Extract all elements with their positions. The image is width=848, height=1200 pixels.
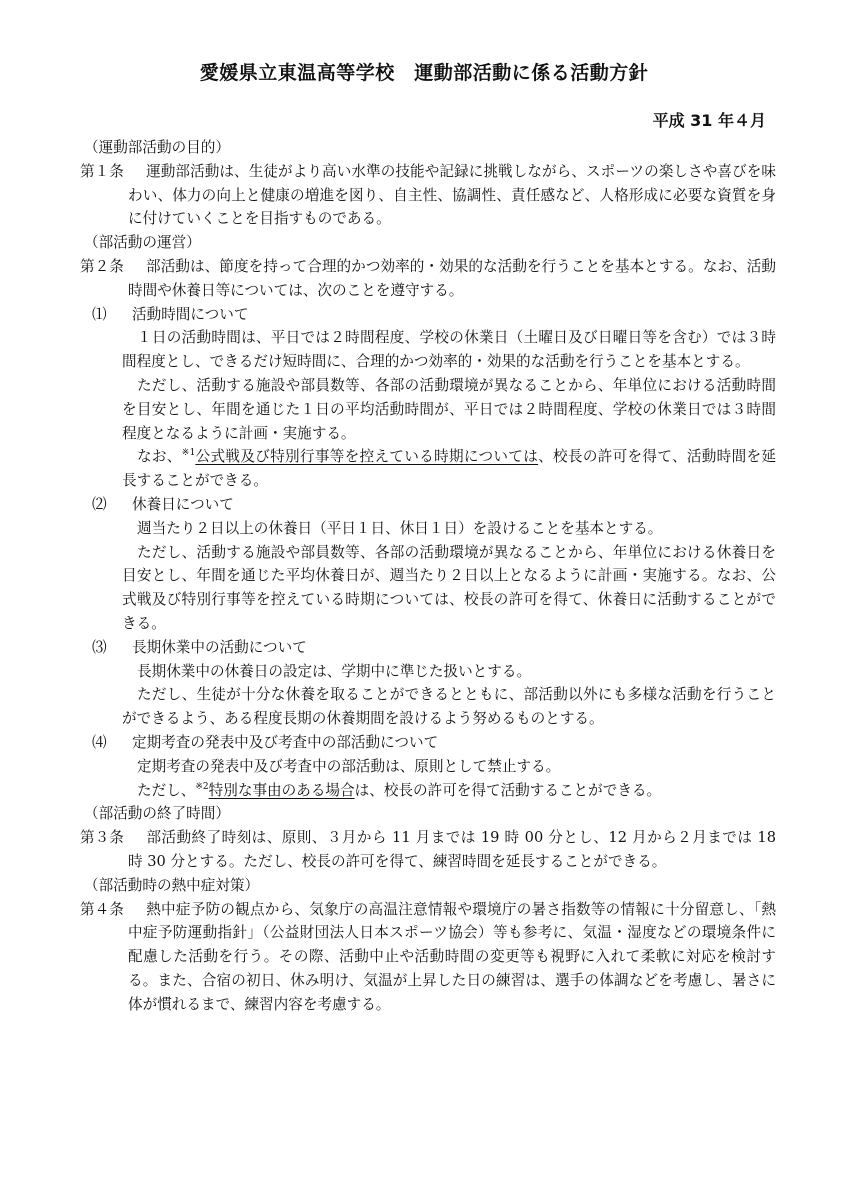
paragraph: 定期考査の発表中及び考査中の部活動は、原則として禁止する。 <box>137 757 561 775</box>
section-heading-heatstroke: （部活動時の熱中症対策） <box>84 876 260 894</box>
item-title: 長期休業中の活動について <box>132 638 307 656</box>
paragraph: ただし、活動する施設や部員数等、各部の活動環境が異なることから、年単位における休養日を目安とし、年間を通じた平均休養日が、週当たり２日以上となるように計画・実施する。なお、公式戦及び特別行事等を控えている時期については、校長の許可を得て、休養日に活動することができる。 <box>122 543 776 632</box>
article-2 <box>80 255 776 303</box>
paragraph: ただし、活動する施設や部員数等、各部の活動環境が異なることから、年単位における活動時間を目安とし、年間を通じた１日の平均活動時間が、平日では２時間程度、学校の休業日では３時間程度となるように計画・実施する。 <box>122 376 776 442</box>
document-date: 平成 31 年４月 <box>652 111 766 130</box>
underlined-text: 公式戦及び特別行事等を控えている時期については <box>195 448 539 466</box>
footnote-marker: ※1 <box>181 448 196 459</box>
item-activity-time <box>80 303 776 327</box>
item-rest-days <box>80 493 776 517</box>
item-title: 活動時間について <box>132 305 249 323</box>
item-number: ⑵ <box>92 495 107 513</box>
article-text: 部活動は、節度を持って合理的かつ効率的・効果的な活動を行うことを基本とする。なお、活動時間や休養日等については、次のことを遵守する。 <box>128 257 776 299</box>
paragraph: 長期休業中の休養日の設定は、学期中に準じた扱いとする。 <box>137 662 532 680</box>
article-4 <box>80 898 776 1017</box>
article-text: 運動部活動は、生徒がより高い水準の技能や記録に挑戦しながら、スポーツの楽しさや喜びを味わい、体力の向上と健康の増進を図り、自主性、協調性、責任感など、人格形成に必要な資質を身に付けていくことを目指すものである。 <box>128 162 776 228</box>
item-number: ⑷ <box>92 733 107 751</box>
text-fragment: は、校長の許可を得て活動することができる。 <box>354 781 662 799</box>
document-body <box>80 136 776 1016</box>
underlined-text: 特別な事由のある場合 <box>208 781 355 799</box>
article-label: 第２条 <box>80 257 124 275</box>
item-exam-period <box>80 731 776 755</box>
article-1 <box>80 160 776 231</box>
article-label: 第３条 <box>80 829 124 847</box>
text-fragment: なお、 <box>137 448 182 466</box>
paragraph <box>80 779 776 803</box>
item-title: 定期考査の発表中及び考査中の部活動について <box>132 733 439 751</box>
section-heading-end-time: （部活動の終了時間） <box>84 805 230 823</box>
paragraph: ただし、生徒が十分な休養を取ることができるとともに、部活動以外にも多様な活動を行うことができるよう、ある程度長期の休養期間を設けるよう努めるものとする。 <box>122 686 776 728</box>
article-text: 部活動終了時刻は、原則、３月から 11 月までは 19 時 00 分とし、12 月から２月までは 18 時 30 分とする。ただし、校長の許可を得て、練習時間を延長することができる。 <box>128 829 776 870</box>
article-3 <box>80 826 776 874</box>
article-text: 熱中症予防の観点から、気象庁の高温注意情報や環境庁の暑さ指数等の情報に十分留意し、「熱中症予防運動指針」（公益財団法人日本スポーツ協会）等も参考に、気温・湿度などの環境条件に配慮した活動を行う。その際、活動中止や活動時間の変更等も視野に入れて柔軟に対応を検討する。また、合宿の初日、休み明け、気温が上昇した日の練習は、選手の体調などを考慮し、暑さに体が慣れるまで、練習内容を考慮する。 <box>128 900 776 1013</box>
paragraph <box>80 445 776 493</box>
paragraph: １日の活動時間は、平日では２時間程度、学校の休業日（土曜日及び日曜日等を含む）では３時間程度とし、できるだけ短時間に、合理的かつ効率的・効果的な活動を行うことを基本とする。 <box>122 329 776 371</box>
section-heading-operation: （部活動の運営） <box>84 234 201 252</box>
section-heading-purpose: （運動部活動の目的） <box>84 139 230 156</box>
article-label: 第１条 <box>80 162 124 180</box>
item-number: ⑶ <box>92 638 107 656</box>
article-label: 第４条 <box>80 900 124 918</box>
item-long-vacation <box>80 636 776 660</box>
paragraph: 週当たり２日以上の休養日（平日１日、休日１日）を設けることを基本とする。 <box>137 519 663 537</box>
item-title: 休養日について <box>132 495 234 513</box>
text-fragment: 、校長の許可を得て、活動時間を延長することができる。 <box>122 448 776 490</box>
text-fragment: ただし、 <box>137 781 196 799</box>
document-title: 愛媛県立東温高等学校 運動部活動に係る活動方針 <box>199 62 649 84</box>
item-number: ⑴ <box>92 305 107 323</box>
footnote-marker: ※2 <box>195 781 209 792</box>
